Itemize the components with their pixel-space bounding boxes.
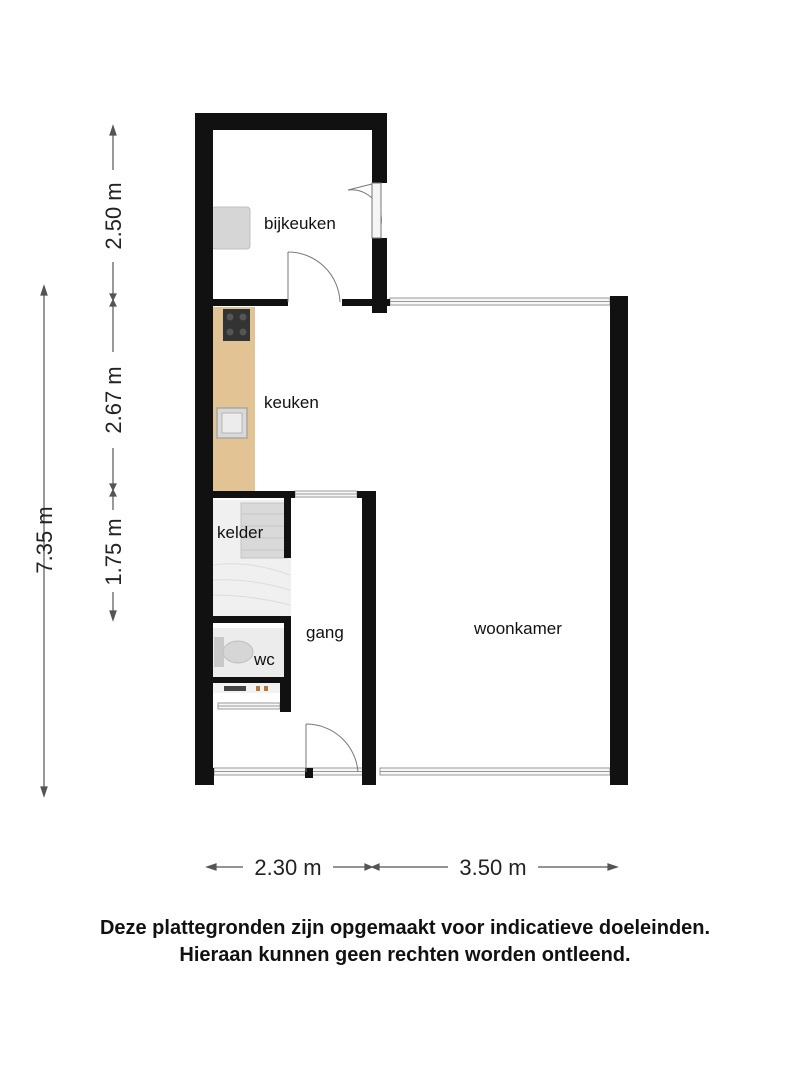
dim-bijkeuken-height: 2.50 m	[101, 182, 126, 250]
room-label-wc: wc	[254, 650, 275, 669]
room-label-gang: gang	[306, 623, 344, 642]
dim-kelder-height: 1.75 m	[101, 518, 126, 586]
dim-keuken-height: 2.67 m	[101, 366, 126, 434]
dimension-lines	[41, 126, 617, 870]
staircase	[213, 500, 291, 618]
disclaimer-line-2: Hieraan kunnen geen rechten worden ontleend.	[179, 944, 631, 966]
washing-machine	[212, 207, 250, 249]
kitchen-counter	[212, 307, 255, 492]
room-label-kelder: kelder	[217, 523, 264, 542]
room-label-bijkeuken: bijkeuken	[264, 214, 336, 233]
meter-cupboard	[213, 683, 285, 693]
disclaimer-line-1: Deze plattegronden zijn opgemaakt voor indicatieve doeleinden.	[99, 917, 711, 939]
dim-right-width: 3.50 m	[459, 855, 527, 880]
cooktop	[223, 309, 250, 341]
room-label-woonkamer: woonkamer	[474, 619, 562, 638]
dim-total-height: 7.35 m	[32, 506, 57, 574]
dim-left-width: 2.30 m	[254, 855, 322, 880]
toilet	[213, 628, 291, 680]
room-label-keuken: keuken	[264, 393, 319, 412]
